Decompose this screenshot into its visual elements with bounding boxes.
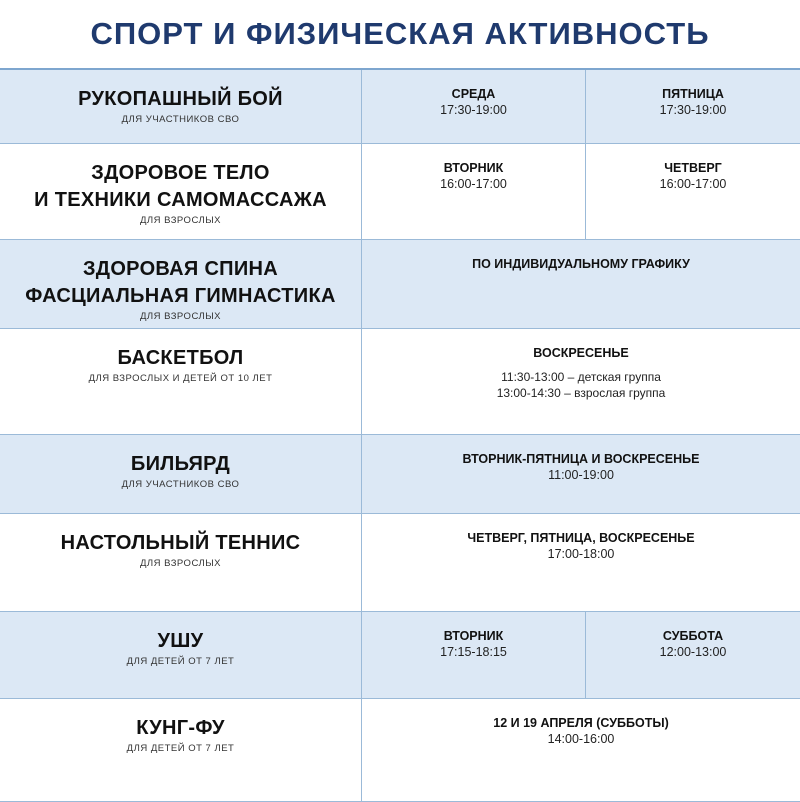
activity-name: БАСКЕТБОЛ <box>117 347 244 369</box>
table-row <box>0 514 800 612</box>
activity-name: УШУ <box>157 630 204 652</box>
schedule-cell <box>362 240 800 328</box>
activity-cell <box>0 612 362 698</box>
table-row <box>0 70 800 144</box>
page-title: СПОРТ И ФИЗИЧЕСКАЯ АКТИВНОСТЬ <box>90 16 710 51</box>
schedule-day: СРЕДА <box>451 87 496 101</box>
activity-cell <box>0 699 362 801</box>
table-row <box>0 699 800 802</box>
schedule-time: 14:00-16:00 <box>547 732 615 746</box>
activity-name: РУКОПАШНЫЙ БОЙ <box>78 88 283 110</box>
activity-name: И ТЕХНИКИ САМОМАССАЖА <box>34 189 327 211</box>
schedule-day: ЧЕТВЕРГ, ПЯТНИЦА, ВОСКРЕСЕНЬЕ <box>467 531 695 545</box>
schedule-note: 11:30-13:00 – детская группа <box>501 370 661 384</box>
activity-audience: ДЛЯ УЧАСТНИКОВ СВО <box>121 114 240 125</box>
activity-audience: ДЛЯ ВЗРОСЛЫХ <box>140 558 221 569</box>
schedule-time: 17:00-18:00 <box>547 547 615 561</box>
table-row <box>0 144 800 240</box>
schedule-cell <box>585 70 800 143</box>
schedule-day: ПЯТНИЦА <box>662 87 724 101</box>
activity-audience: ДЛЯ ДЕТЕЙ ОТ 7 ЛЕТ <box>126 656 235 667</box>
activity-cell <box>0 240 362 328</box>
schedule-cell <box>362 699 800 801</box>
schedule-time: 17:30-19:00 <box>659 103 727 117</box>
activity-cell <box>0 435 362 513</box>
schedule-table <box>0 68 800 800</box>
schedule-time: 17:30-19:00 <box>440 103 507 117</box>
activity-name: НАСТОЛЬНЫЙ ТЕННИС <box>60 532 301 554</box>
schedule-time: 11:00-19:00 <box>548 468 614 482</box>
schedule-time: 16:00-17:00 <box>440 177 507 191</box>
schedule-note: 13:00-14:30 – взрослая группа <box>496 386 666 400</box>
schedule-cell <box>362 435 800 513</box>
schedule-day: ЧЕТВЕРГ <box>664 161 722 175</box>
table-row <box>0 240 800 329</box>
schedule-day: ВТОРНИК <box>443 161 504 175</box>
schedule-cell <box>362 612 585 698</box>
schedule-day: СУББОТА <box>662 629 724 643</box>
schedule-day: ВТОРНИК-ПЯТНИЦА И ВОСКРЕСЕНЬЕ <box>462 452 700 466</box>
activity-audience: ДЛЯ УЧАСТНИКОВ СВО <box>121 479 240 490</box>
schedule-time: 16:00-17:00 <box>659 177 727 191</box>
activity-audience: ДЛЯ ВЗРОСЛЫХ <box>140 215 221 226</box>
activity-audience: ДЛЯ ДЕТЕЙ ОТ 7 ЛЕТ <box>126 743 235 754</box>
activity-audience: ДЛЯ ВЗРОСЛЫХ И ДЕТЕЙ ОТ 10 ЛЕТ <box>88 373 273 384</box>
schedule-day: ПО ИНДИВИДУАЛЬНОМУ ГРАФИКУ <box>472 257 690 271</box>
schedule-time: 17:15-18:15 <box>440 645 507 659</box>
activity-audience: ДЛЯ ВЗРОСЛЫХ <box>140 311 221 322</box>
schedule-cell <box>362 70 585 143</box>
schedule-cell <box>362 329 800 434</box>
table-row <box>0 612 800 699</box>
activity-name: ЗДОРОВОЕ ТЕЛО <box>91 162 270 184</box>
schedule-cell <box>362 144 585 239</box>
schedule-time: 12:00-13:00 <box>659 645 727 659</box>
activity-name: ЗДОРОВАЯ СПИНА <box>82 258 279 280</box>
table-row <box>0 435 800 514</box>
activity-cell <box>0 329 362 434</box>
activity-name: БИЛЬЯРД <box>130 453 231 475</box>
activity-cell <box>0 144 362 239</box>
schedule-day: ВТОРНИК <box>443 629 504 643</box>
activity-name: ФАСЦИАЛЬНАЯ ГИМНАСТИКА <box>25 285 336 307</box>
table-row <box>0 329 800 435</box>
schedule-cell <box>585 144 800 239</box>
activity-cell <box>0 514 362 611</box>
schedule-day: 12 И 19 АПРЕЛЯ (СУББОТЫ) <box>493 716 669 730</box>
schedule-day: ВОСКРЕСЕНЬЕ <box>533 346 629 360</box>
schedule-cell <box>585 612 800 698</box>
schedule-cell <box>362 514 800 611</box>
activity-cell <box>0 70 362 143</box>
activity-name: КУНГ-ФУ <box>136 717 225 739</box>
